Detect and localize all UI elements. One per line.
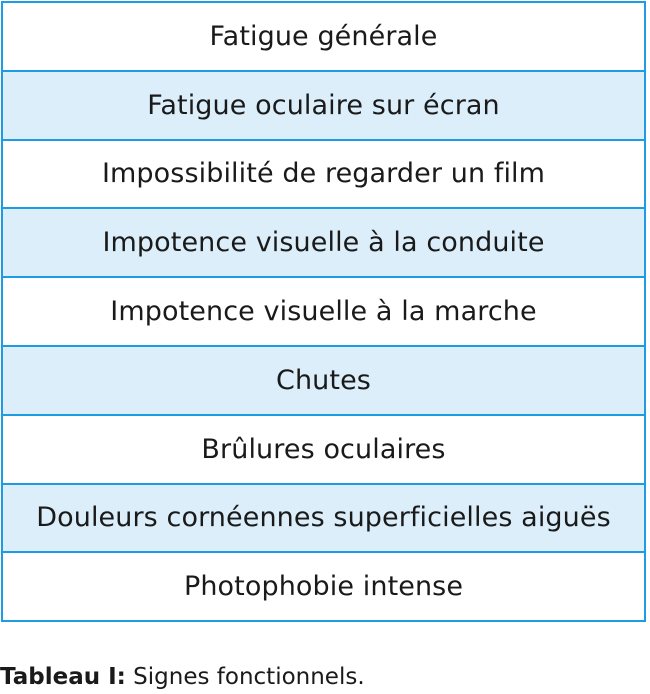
symptoms-table bbox=[1, 1, 646, 622]
table-caption bbox=[0, 664, 365, 690]
table-row: Fatigue oculaire sur écran bbox=[3, 70, 644, 139]
table-row: Impotence visuelle à la conduite bbox=[3, 207, 644, 276]
table-row: Photophobie intense bbox=[3, 551, 644, 620]
table-row: Brûlures oculaires bbox=[3, 414, 644, 483]
caption-text: Signes fonctionnels. bbox=[125, 664, 365, 690]
table-row: Impossibilité de regarder un film bbox=[3, 139, 644, 208]
table-row: Douleurs cornéennes superficielles aiguës bbox=[3, 483, 644, 552]
table-row: Fatigue générale bbox=[209, 20, 438, 52]
table-row: Chutes bbox=[3, 345, 644, 414]
caption-label: Tableau I: bbox=[0, 664, 126, 690]
table-row: Impotence visuelle à la marche bbox=[3, 276, 644, 345]
